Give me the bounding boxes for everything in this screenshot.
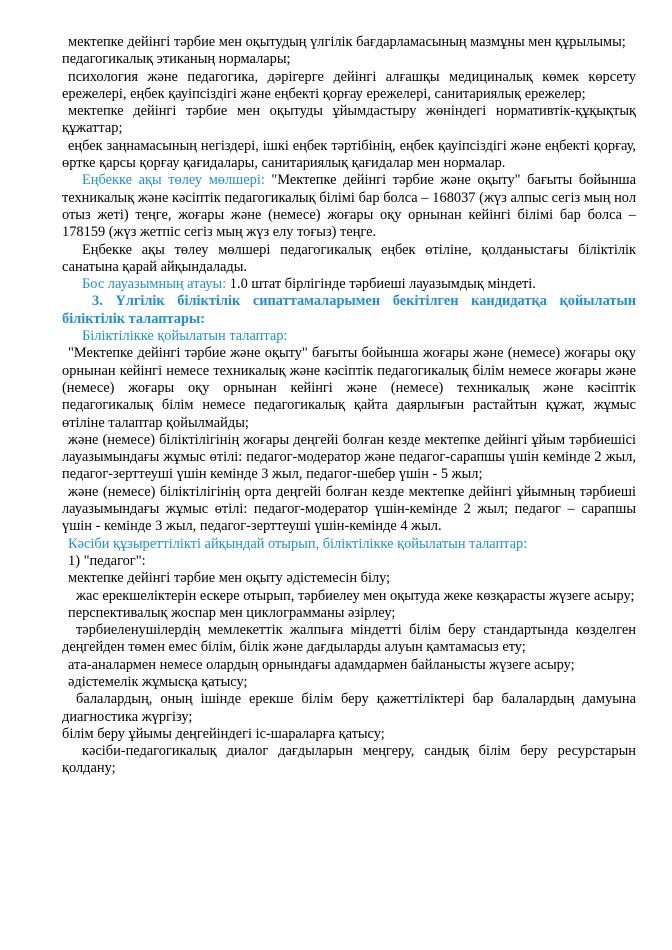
paragraph-teacher-category: 1) "педагог": <box>68 552 146 569</box>
subheading-qualification-requirements: Біліктілікке қойылатын талаптар: <box>82 328 288 345</box>
list-item-methodology: мектепке дейінгі тәрбие мен оқыту әдістемесін білу; <box>68 570 391 587</box>
list-item-events: білім беру ұйымы деңгейіндегі іс-шараларға қатысу; <box>62 725 385 742</box>
vacancy-text: 1.0 штат бірлігінде тәрбиеші лауазымдық міндеті. <box>226 276 536 293</box>
list-item-standards: тәрбиеленушілердің мемлекеттік жалпыға міндетті білім беру стандартында көзделген деңгейден төмен емес білім, білік және дағдыларды алуын қамтамасыз ету; <box>62 622 636 656</box>
paragraph-education-requirements: "Мектепке дейінгі тәрбие және оқыту" бағыты бойынша жоғары және (немесе) жоғары оқу орнынан кейінгі немесе техникалық және кәсіптік педагогикалық білім немесе жоғары және (немесе) жоғары оқу орнынан кейінгі және (немесе) техникалық және кәсіптік педагогикалық білім немесе педагогикалық қайта даярлығын растайтын құжат, жұмыс өтіліне талаптар қойылмайды; <box>62 345 636 431</box>
section-heading-qualifications: 3. Үлгілік біліктілік сипаттамаларымен бекітілген кандидатқа қойылатын біліктілік талаптары: <box>62 293 636 327</box>
salary-label: Еңбекке ақы төлеу мөлшері: <box>82 172 265 189</box>
list-item-individual-approach: жас ерекшеліктерін ескере отырып, тәрбиелеу мен оқытуда жеке көзқарасты жүзеге асыру; <box>76 587 635 604</box>
list-item-planning: перспективалық жоспар мен циклограмманы әзірлеу; <box>68 604 396 621</box>
salary-text: "Мектепке дейінгі тәрбие және оқыту" бағыты бойынша техникалық және кәсіптік педагогикалық білімі бар болса – 168037 (жүз алпыс сегіз мың нол отыз жеті) теңге, жоғары және (немесе) жоғары оқу орнынан кейінгі білімі бар болса – 178159 (жүз жетпіс сегіз мың жүз елу тоғыз) теңге. <box>62 172 636 241</box>
paragraph-labor-legislation: еңбек заңнамасының негіздері, ішкі еңбек тәртібінің, еңбек қауіпсіздігі және еңбекті қорғау, өртке қарсы қорғау қағидалары, санитариялық қағидалар мен нормалар. <box>62 137 636 172</box>
paragraph-salary <box>62 172 636 241</box>
paragraph-vacancy <box>62 276 636 293</box>
vacancy-label: Бос лауазымның атауы: <box>82 276 227 293</box>
paragraph-high-level-experience: және (немесе) біліктілігінің жоғары деңгейі болған кезде мектепке дейінгі ұйым тәрбиешісі лауазымындағы жұмыс өтілі: педагог-модератор және педагог-сарапшы үшін кемінде 2 жыл, педагог-зерттеуші үшін кемінде 3 жыл, педагог-шебер үшін - 5 жыл; <box>62 431 636 483</box>
list-item-parents: ата-аналармен немесе олардың орнындағы адамдармен байланысты жүзеге асыру; <box>68 656 575 673</box>
paragraph-normative-documents: мектепке дейінгі тәрбие мен оқытуды ұйымдастыру жөніндегі нормативтік-құқықтық құжаттар; <box>62 103 636 137</box>
paragraph-pedagogical-ethics: педагогикалық этиканың нормалары; <box>62 51 291 68</box>
list-item-diagnostics: балалардың, оның ішінде ерекше білім беру қажеттіліктері бар балалардың дамуына диагностика жүргізу; <box>62 691 636 725</box>
list-item-dialogue-skills: кәсіби-педагогикалық диалог дағдыларын меңгеру, сандық білім беру ресурстарын қолдану; <box>62 743 636 777</box>
paragraph-salary-note: Еңбекке ақы төлеу мөлшері педагогикалық еңбек өтіліне, қолданыстағы біліктілік санатына қарай айқындалады. <box>62 241 636 275</box>
paragraph-psychology-rules: психология және педагогика, дәрігерге дейінгі алғашқы медициналық көмек көрсету ережелері, еңбек қауіпсіздігі және еңбекті қорғау ережелері, санитариялық ережелер; <box>62 68 636 102</box>
paragraph-program-content: мектепке дейінгі тәрбие мен оқытудың үлгілік бағдарламасының мазмұны мен құрылымы; <box>68 34 626 50</box>
list-item-methodical-work: әдістемелік жұмысқа қатысу; <box>68 673 248 690</box>
subheading-professional-competence: Кәсіби құзыреттілікті айқындай отырып, біліктілікке қойылатын талаптар: <box>68 535 528 552</box>
paragraph-mid-level-experience: және (немесе) біліктілігінің орта деңгейі болған кезде мектепке дейінгі ұйымның тәрбиеші лауазымындағы жұмыс өтілі: педагог-модератор үшін-кемінде 2 жыл; педагог – сарапшы үшін - кемінде 3 жыл, педагог-зерттеуші үшін-кемінде 4 жыл. <box>62 483 636 535</box>
